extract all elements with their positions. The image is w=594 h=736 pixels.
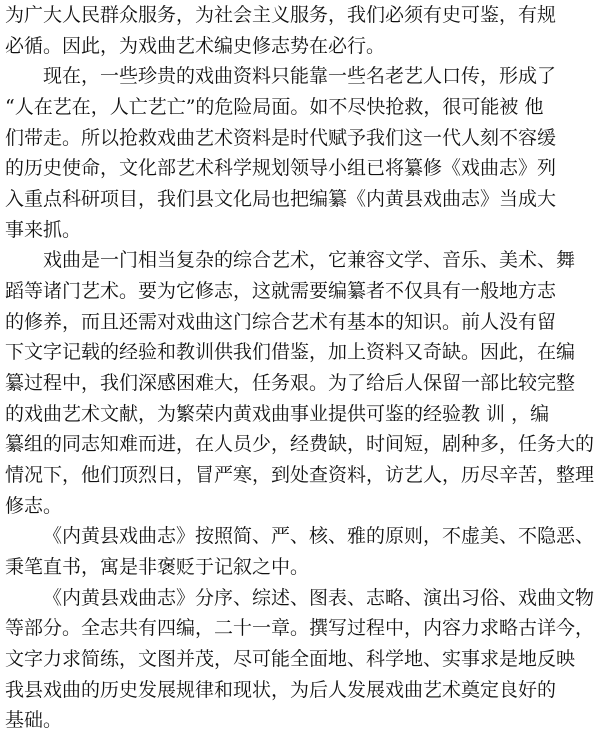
text-line-10: 蹈等诸门艺术。要为它修志，这就需要编纂者不仅具有一般地方志 bbox=[5, 280, 557, 302]
text-line-6: 的历史使命，文化部艺术科学规划领导小组已将纂修《戏曲志》列 bbox=[5, 157, 557, 180]
text-line-11: 的修养，而且还需对戏曲这门综合艺术有基本的知识。前人没有留 bbox=[5, 310, 557, 333]
text-line-9: 戏曲是一门相当复杂的综合艺术，它兼容文学、音乐、美术、舞 bbox=[43, 249, 576, 272]
text-line-12: 下文字记载的经验和教训供我们借鉴，加上资料又奇缺。因此，在编 bbox=[5, 341, 576, 364]
text-line-8: 事来抓。 bbox=[5, 218, 82, 241]
text-line-4: “人在艺在，人亡艺亡”的危险局面。如不尽快抢救，很可能被 他 bbox=[5, 96, 544, 118]
text-line-22: 文字力求简练，文图并茂，尽可能全面地、科学地、实事求是地反映 bbox=[5, 648, 576, 670]
text-line-15: 纂组的同志知难而进，在人员少，经费缺，时间短，剧种多，任务大的 bbox=[5, 433, 594, 456]
text-line-23: 我县戏曲的历史发展规律和现状，为后人发展戏曲艺术奠定良好的 bbox=[5, 678, 557, 701]
text-line-24: 基础。 bbox=[5, 709, 63, 732]
text-line-20: 《内黄县戏曲志》分序、综述、图表、志略、演出习俗、戏曲文物 bbox=[43, 586, 594, 609]
text-line-17: 修志。 bbox=[5, 494, 63, 517]
text-line-21: 等部分。全志共有四编，二十一章。撰写过程中，内容力求略古详今， bbox=[5, 617, 594, 640]
text-line-13: 纂过程中，我们深感困难大，任务艰。为了给后人保留一部比较完整 bbox=[5, 372, 576, 394]
text-line-1: 为广大人民群众服务，为社会主义服务，我们必须有史可鉴，有规 bbox=[5, 4, 557, 26]
text-line-14: 的戏曲艺术文献，为繁荣内黄戏曲事业提供可鉴的经验教 训 ，编 bbox=[5, 402, 550, 425]
text-line-5: 们带走。所以抢救戏曲艺术资料是时代赋予我们这一代人刻不容缓 bbox=[5, 126, 557, 149]
text-line-7: 入重点科研项目，我们县文化局也把编纂《内黄县戏曲志》当成大 bbox=[5, 188, 557, 210]
text-line-18: 《内黄县戏曲志》按照简、严、核、雅的原则，不虚美、不隐恶、 bbox=[43, 525, 594, 548]
text-line-3: 现在，一些珍贵的戏曲资料只能靠一些名老艺人口传，形成了 bbox=[43, 65, 557, 88]
text-line-19: 秉笔直书，寓是非褒贬于记叙之中。 bbox=[5, 556, 310, 578]
text-line-2: 必循。因此，为戏曲艺术编史修志势在必行。 bbox=[5, 34, 386, 57]
text-line-16: 情况下，他们顶烈日，冒严寒，到处查资料，访艺人，历尽辛苦，整理 bbox=[5, 464, 594, 486]
